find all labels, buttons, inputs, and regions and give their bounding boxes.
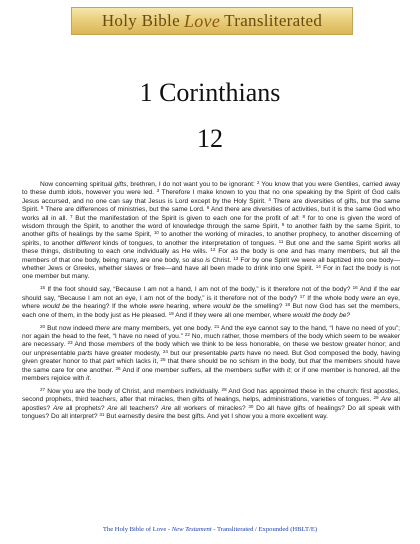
verse-text: have greater modesty, <box>92 349 163 357</box>
italic-word: Are <box>107 404 118 412</box>
italic-word: would be <box>42 303 70 311</box>
verse-text: And if one member suffers, all the members suffer with <box>120 366 287 374</box>
italic-word: Are <box>52 404 64 412</box>
verse-number: 19 <box>168 310 174 316</box>
site-banner <box>71 7 353 35</box>
verse-text: There are differences of ministries, but the same Lord. <box>43 206 207 214</box>
italic-word: parts <box>230 349 245 357</box>
verse-number: 29 <box>373 395 379 401</box>
verse-text: . <box>89 374 92 382</box>
verse-text: And those <box>72 341 107 349</box>
verse-text: And if they were all one member, where <box>173 311 293 319</box>
verse-number: 14 <box>315 264 321 270</box>
footer-part3: - Transliterated / Expounded (HBLT/E) <box>211 526 318 533</box>
verse-text: And if the ear should say, “Because I am not an eye, I am not of the body,” is it therefore not of the body? <box>22 286 400 302</box>
verse-number: 24 <box>162 348 168 354</box>
verse-text: If the whole body <box>304 294 362 302</box>
verse-text: all teachers? <box>117 404 162 412</box>
footer-link[interactable] <box>0 526 420 533</box>
verse-number: 27 <box>40 386 46 392</box>
verse-number: 15 <box>40 285 46 291</box>
chapter-number: 12 <box>197 124 223 153</box>
verse-number: 11 <box>278 238 284 244</box>
verse-text: , brethren, I do not want you to be ignorant: <box>126 181 257 188</box>
italic-word: would be <box>213 303 241 311</box>
verse-number: 16 <box>352 285 358 291</box>
scripture-text <box>22 181 400 426</box>
verse-text: Do all have gifts of healings? Do all speak with tongues? Do all interpret? <box>22 404 401 421</box>
verse-number: 5 <box>40 205 44 211</box>
verse-text: for to one is given the word of wisdom through the Spirit, to another the word of knowledge through the same Spirit, <box>22 214 401 231</box>
italic-word: Are <box>380 396 392 404</box>
verse-number: 30 <box>248 403 254 409</box>
verse-text: For as the body is one and has many members, but all the members of that one body, being many, are one body, so also <box>22 248 400 264</box>
verse-text: many members, yet one body. <box>121 324 215 332</box>
verse-text: And the eye cannot say to the hand, “I have no need of you”; nor again the head to the feet, “I have no need of you.” <box>22 324 400 340</box>
scripture-paragraph <box>22 325 400 384</box>
italic-word: were <box>149 303 164 311</box>
italic-word: parts <box>77 349 93 357</box>
verse-text: Therefore I make known to you that no one speaking by the Spirit of God calls Jesus accursed, and no one can say that Jesus is Lord except by the Holy Spirit. <box>22 189 400 205</box>
verse-text: the smelling? <box>240 303 285 311</box>
verse-text: For in fact the body is not one member but many. <box>22 265 400 281</box>
verse-text: to another faith by the same Spirit, to another gifts of healings by the same Spirit, <box>22 223 400 239</box>
footer-part1: The Holy Bible of Love - <box>102 526 172 533</box>
verse-text: the members should have the same care for one another. <box>22 358 400 374</box>
verse-number: 31 <box>99 412 105 418</box>
verse-text: ; or if one member is honored, all the members rejoice with <box>22 366 401 382</box>
verse-number: 10 <box>153 230 159 236</box>
italic-word: were <box>361 294 376 302</box>
verse-text: which lacks it, <box>114 358 161 366</box>
verse-number: 3 <box>156 188 160 194</box>
verse-text: You know that you were Gentiles, carried away to these dumb idols, however you were led. <box>22 181 400 197</box>
verse-text: all prophets? <box>63 404 108 412</box>
verse-text: Now concerning spiritual <box>40 181 115 188</box>
verse-number: 8 <box>302 213 306 219</box>
verse-text: If the foot should say, “Because I am not a hand, I am not of the body,” is it therefore not of the body? <box>45 286 353 294</box>
verse-number: 2 <box>256 180 260 185</box>
scripture-paragraph <box>22 286 400 320</box>
italic-word: Are <box>161 404 172 412</box>
verse-text: : <box>298 214 303 222</box>
verse-text: that there should be no schism in the body, but <box>165 358 310 366</box>
verse-text: hearing, where <box>163 303 214 311</box>
verse-text: the hearing? If the whole <box>69 303 150 311</box>
verse-text: But the manifestation of the Spirit is given to each one for the profit of <box>72 214 292 222</box>
verse-number: 28 <box>221 386 227 392</box>
verse-number: 21 <box>214 323 220 329</box>
verse-text: For by one Spirit we were all baptized into one body— whether Jews or Greeks, whether slaves or free—and have all been made to drink into one Spirit. <box>22 256 400 273</box>
book-title: 1 Corinthians <box>139 78 281 107</box>
italic-word: all <box>291 214 299 222</box>
italic-word: different <box>76 239 101 247</box>
verse-number: 7 <box>70 213 73 219</box>
verse-number: 6 <box>206 205 210 211</box>
italic-word: that <box>309 358 321 366</box>
verse-text: all workers of miracles? <box>171 404 249 412</box>
verse-text: an eye, where <box>22 294 400 311</box>
banner-title-part1: Holy Bible <box>101 11 180 30</box>
verse-number: 12 <box>210 247 216 253</box>
verse-number: 18 <box>284 302 291 308</box>
verse-text: Now you are the body of Christ, and members individually. <box>45 387 222 395</box>
italic-word: gifts <box>114 181 127 188</box>
italic-word: there are <box>94 324 122 332</box>
verse-text: But now indeed <box>45 324 95 332</box>
verse-text: But earnestly desire the best gifts. And yet I show you a more excellent way. <box>104 413 328 421</box>
verse-text: But now God has set the members, each one of them, in the body just as He pleased. <box>22 303 400 319</box>
footer-new-testament: New Testament <box>171 526 212 533</box>
verse-text: kinds of tongues, to another the interpretation of tongues. <box>100 239 279 247</box>
verse-number: 25 <box>160 357 166 363</box>
italic-word: would the body be? <box>292 311 351 319</box>
banner-title-love: Love <box>183 10 221 31</box>
verse-number: 4 <box>268 196 271 202</box>
banner-title-part3: Transliterated <box>224 11 323 30</box>
verse-number: 9 <box>281 222 285 228</box>
italic-word: members <box>106 341 135 349</box>
verse-number: 20 <box>40 323 46 329</box>
verse-text: have no need. But God composed the body, having given greater honor to that <box>22 349 401 366</box>
verse-text: And there are diversities of activities, but it is the same God who works all in all. <box>22 206 401 222</box>
verse-text: But one and the same Spirit works all these things, distributing to each one individually as He wills. <box>22 239 400 256</box>
verse-text: No, much rather, those members of the body which seem to be weaker are necessary. <box>22 332 400 349</box>
italic-word: it <box>86 374 90 382</box>
verse-text: Christ. <box>210 256 234 264</box>
scripture-paragraph <box>22 388 400 422</box>
verse-text: to another the working of miracles, to another prophecy, to another discerning of spirits, to another <box>22 231 400 247</box>
verse-text: all apostles? <box>22 396 400 412</box>
verse-number: 17 <box>299 293 305 299</box>
verse-text: And God has appointed these in the church: first apostles, second prophets, third teachers, after that miracles, then gifts of healings, helps, administrations, varieties of tongues. <box>22 387 400 404</box>
verse-text: but our presentable <box>167 349 231 357</box>
verse-text: There are diversities of gifts, but the same Spirit. <box>22 197 400 214</box>
verse-number: 23 <box>67 340 73 346</box>
verse-number: 13 <box>233 255 239 261</box>
verse-text: of the body which we think to be less honorable, on these we bestow greater honor; and our unpresentable <box>22 341 401 357</box>
verse-number: 22 <box>184 331 190 337</box>
italic-word: part <box>103 358 115 366</box>
italic-word: is <box>205 256 211 264</box>
scripture-paragraph <box>22 181 400 282</box>
italic-word: it <box>286 366 291 374</box>
verse-number: 26 <box>115 365 121 371</box>
